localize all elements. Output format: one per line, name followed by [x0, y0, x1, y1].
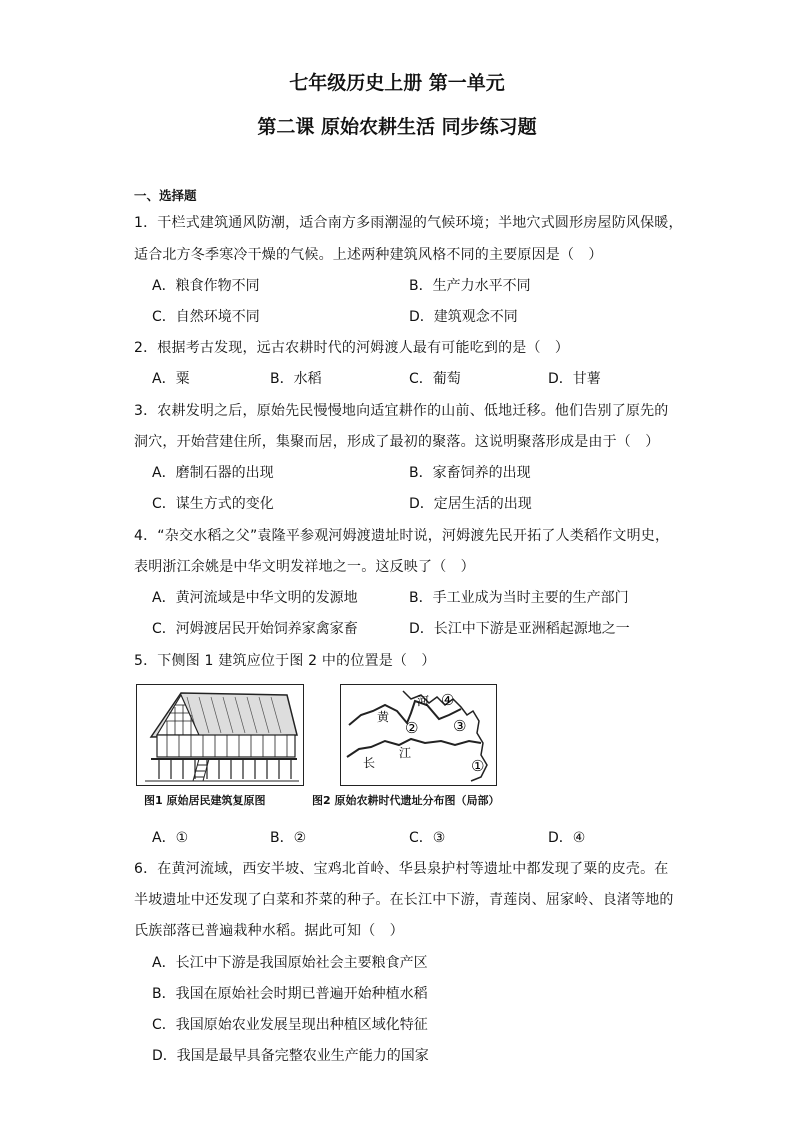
- question-4-option-a: A．黄河流域是中华文明的发源地: [152, 590, 358, 606]
- question-6-option-a: A．长江中下游是我国原始社会主要粮食产区: [152, 955, 428, 971]
- question-6-option-d: D．我国是最早具备完整农业生产能力的国家: [152, 1048, 429, 1064]
- figure-1-caption: 图1 原始居民建筑复原图: [144, 794, 266, 807]
- map-label-he: 河: [417, 694, 430, 708]
- question-1-option-a: A．粮食作物不同: [152, 278, 260, 294]
- question-5-option-b: B．②: [270, 830, 307, 846]
- question-2-option-c: C．葡萄: [409, 371, 461, 387]
- question-6-line-1: 6．在黄河流域，西安半坡、宝鸡北首岭、华县泉护村等遗址中都发现了粟的皮壳。在: [134, 861, 669, 877]
- question-3-option-d: D．定居生活的出现: [409, 496, 532, 512]
- question-3-option-a: A．磨制石器的出现: [152, 465, 274, 481]
- question-2-option-a: A．粟: [152, 371, 190, 387]
- question-3-line-1: 3．农耕发明之后，原始先民慢慢地向适宜耕作的山前、低地迁移。他们告别了原先的: [134, 403, 669, 419]
- question-5-option-a: A．①: [152, 830, 189, 846]
- question-1-option-c: C．自然环境不同: [152, 309, 260, 325]
- map-marker-4: ④: [441, 691, 455, 709]
- question-5-line-1: 5．下侧图 1 建筑应位于图 2 中的位置是（ ）: [134, 653, 436, 669]
- question-6-line-3: 氏族部落已普遍栽种水稻。据此可知（ ）: [134, 923, 404, 939]
- question-4-option-b: B．手工业成为当时主要的生产部门: [409, 590, 629, 606]
- page-title: 七年级历史上册 第一单元: [289, 72, 505, 94]
- question-1-option-b: B．生产力水平不同: [409, 278, 531, 294]
- map-marker-3: ③: [453, 717, 467, 735]
- map-label-huang: 黄: [377, 710, 390, 724]
- section-heading: 一、选择题: [134, 188, 197, 203]
- question-4-option-c: C．河姆渡居民开始饲养家禽家畜: [152, 621, 358, 637]
- map-marker-1: ①: [471, 757, 485, 775]
- question-5-option-d: D．④: [548, 830, 586, 846]
- question-6-line-2: 半坡遗址中还发现了白菜和芥菜的种子。在长江中下游，青莲岗、屈家岭、良渚等地的: [134, 892, 674, 908]
- figure-2-map: [340, 684, 497, 786]
- map-label-chang: 长: [363, 756, 376, 770]
- question-2-option-d: D．甘薯: [548, 371, 601, 387]
- question-2-option-b: B．水稻: [270, 371, 322, 387]
- figure-1-hut-image: [136, 684, 304, 786]
- question-2-line-1: 2．根据考古发现，远古农耕时代的河姆渡人最有可能吃到的是（ ）: [134, 340, 570, 356]
- question-5-option-c: C．③: [409, 830, 446, 846]
- figure-2-caption: 图2 原始农耕时代遗址分布图（局部）: [312, 794, 500, 807]
- question-3-option-c: C．谋生方式的变化: [152, 496, 274, 512]
- question-6-option-b: B．我国在原始社会时期已普遍开始种植水稻: [152, 986, 428, 1002]
- question-4-line-2: 表明浙江余姚是中华文明发祥地之一。这反映了（ ）: [134, 559, 475, 575]
- map-label-jiang: 江: [399, 746, 412, 760]
- map-marker-2: ②: [405, 719, 419, 737]
- question-1-option-d: D．建筑观念不同: [409, 309, 518, 325]
- question-1-line-1: 1．干栏式建筑通风防潮，适合南方多雨潮湿的气候环境；半地穴式圆形房屋防风保暖，: [134, 215, 683, 231]
- question-1-line-2: 适合北方冬季寒冷干燥的气候。上述两种建筑风格不同的主要原因是（ ）: [134, 247, 603, 263]
- page-subtitle: 第二课 原始农耕生活 同步练习题: [257, 116, 537, 138]
- question-3-option-b: B．家畜饲养的出现: [409, 465, 531, 481]
- question-4-option-d: D．长江中下游是亚洲稻起源地之一: [409, 621, 630, 637]
- question-6-option-c: C．我国原始农业发展呈现出种植区域化特征: [152, 1017, 428, 1033]
- question-3-line-2: 洞穴，开始营建住所，集聚而居，形成了最初的聚落。这说明聚落形成是由于（ ）: [134, 434, 660, 450]
- question-4-line-1: 4．“杂交水稻之父”袁隆平参观河姆渡遗址时说，河姆渡先民开拓了人类稻作文明史，: [134, 528, 670, 544]
